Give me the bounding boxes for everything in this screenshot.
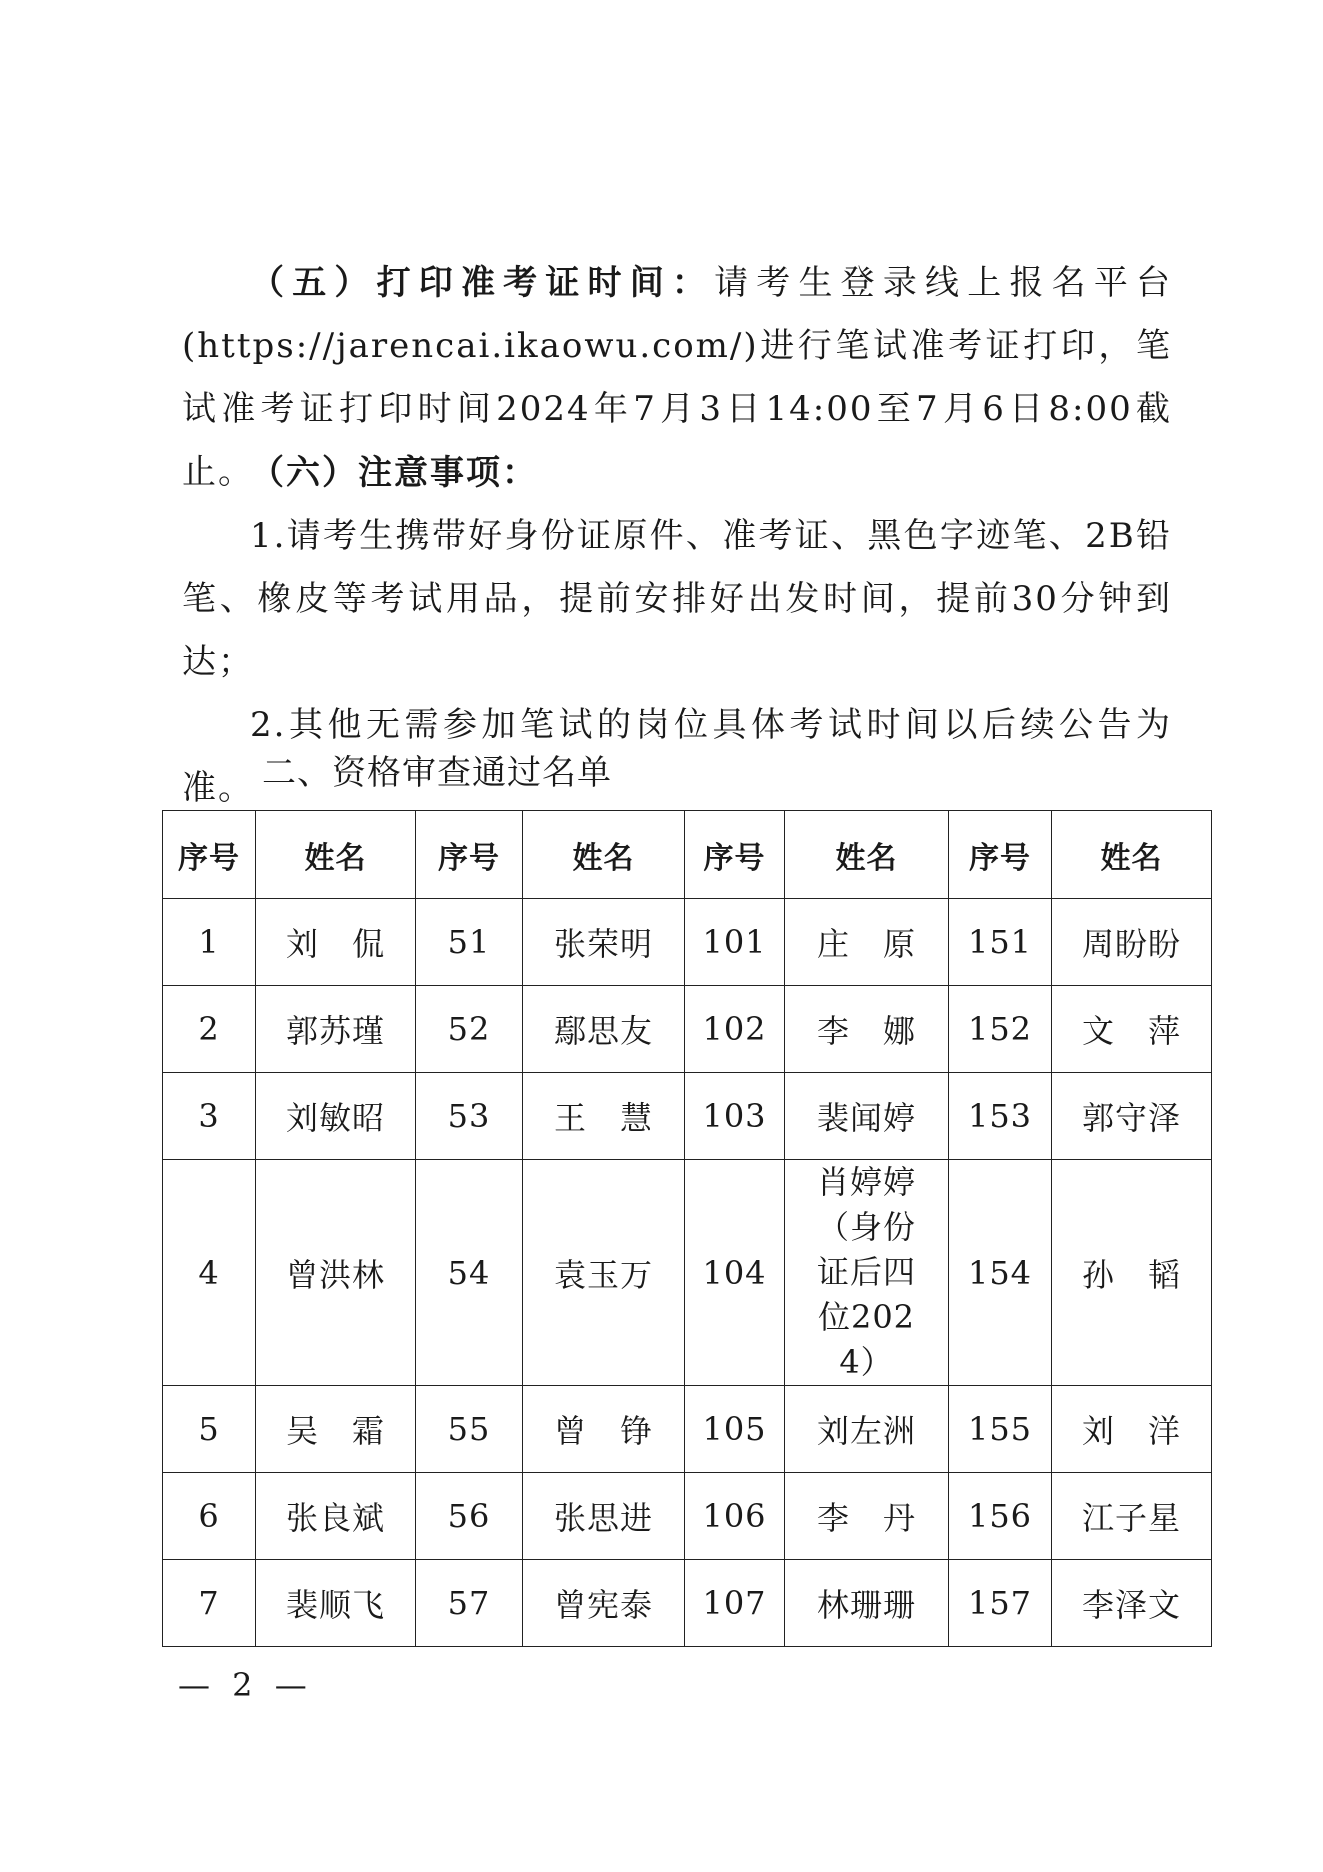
table-cell-multiline	[785, 1160, 949, 1386]
notes-item-2: 2.其他无需参加笔试的岗位具体考试时间以后续公告为准。	[182, 705, 1172, 808]
notes-heading-lead: （六）注意事项：	[250, 453, 538, 493]
table-cell: 周盼盼	[1052, 899, 1212, 986]
header-cell: 序号	[949, 811, 1052, 899]
table-cell: 刘敏昭	[256, 1073, 416, 1160]
table-cell: 55	[416, 1386, 523, 1473]
table-cell: 曾宪泰	[523, 1560, 685, 1647]
table-cell: 106	[685, 1473, 785, 1560]
table-cell: 53	[416, 1073, 523, 1160]
table-cell: 李 丹	[785, 1473, 949, 1560]
header-cell: 序号	[416, 811, 523, 899]
table-cell: 郭守泽	[1052, 1073, 1212, 1160]
name-with-note: 肖婷婷（身份证后四位2024）	[816, 1163, 916, 1381]
table-cell: 7	[163, 1560, 256, 1647]
table-cell: 曾 铮	[523, 1386, 685, 1473]
table-cell: 吴 霜	[256, 1386, 416, 1473]
table-cell: 51	[416, 899, 523, 986]
table-cell: 裴顺飞	[256, 1560, 416, 1647]
table-cell: 104	[685, 1160, 785, 1386]
table-cell: 153	[949, 1073, 1052, 1160]
table-row	[163, 1160, 1212, 1386]
table-cell: 张荣明	[523, 899, 685, 986]
table-cell: 157	[949, 1560, 1052, 1647]
header-cell: 姓名	[785, 811, 949, 899]
table-cell: 152	[949, 986, 1052, 1073]
table-cell: 57	[416, 1560, 523, 1647]
table-cell: 郭苏瑾	[256, 986, 416, 1073]
table-cell: 孙 韬	[1052, 1160, 1212, 1386]
table-cell: 江子星	[1052, 1473, 1212, 1560]
table-cell: 王 慧	[523, 1073, 685, 1160]
table-cell: 6	[163, 1473, 256, 1560]
paragraph-print-admission-lead: （五）打印准考证时间：	[250, 263, 715, 303]
header-cell: 姓名	[523, 811, 685, 899]
table-cell: 4	[163, 1160, 256, 1386]
table-cell: 156	[949, 1473, 1052, 1560]
table-cell: 李 娜	[785, 986, 949, 1073]
header-cell: 序号	[685, 811, 785, 899]
table-cell: 3	[163, 1073, 256, 1160]
table-cell: 刘 洋	[1052, 1386, 1212, 1473]
paragraph-notes-heading	[182, 442, 1172, 505]
table-cell: 54	[416, 1160, 523, 1386]
table-cell: 105	[685, 1386, 785, 1473]
table-row	[163, 1073, 1212, 1160]
table-row	[163, 1560, 1212, 1647]
table-row	[163, 899, 1212, 986]
table-cell: 2	[163, 986, 256, 1073]
header-cell: 姓名	[1052, 811, 1212, 899]
table-row	[163, 1473, 1212, 1560]
paragraph-print-admission-text: 请考生登录线上报名平台(https://jarencai.ikaowu.com/)进行笔试准考证打印，笔试准考证打印时间2024年7月3日14:00至7月6日8:00截止。	[182, 263, 1173, 492]
page-number: — 2 —	[178, 1666, 313, 1704]
notes-item-1: 1.请考生携带好身份证原件、准考证、黑色字迹笔、2B铅笔、橡皮等考试用品，提前安排好出发时间，提前30分钟到达；	[182, 516, 1172, 682]
table-cell: 庄 原	[785, 899, 949, 986]
table-cell: 刘左洲	[785, 1386, 949, 1473]
table-cell: 102	[685, 986, 785, 1073]
table-cell: 1	[163, 899, 256, 986]
table-cell: 李泽文	[1052, 1560, 1212, 1647]
table-cell: 151	[949, 899, 1052, 986]
table-cell: 155	[949, 1386, 1052, 1473]
table-cell: 鄢思友	[523, 986, 685, 1073]
table-cell: 曾洪林	[256, 1160, 416, 1386]
table-cell: 文 萍	[1052, 986, 1212, 1073]
table-cell: 林珊珊	[785, 1560, 949, 1647]
table-row	[163, 986, 1212, 1073]
table-cell: 裴闻婷	[785, 1073, 949, 1160]
table-cell: 52	[416, 986, 523, 1073]
table-cell: 154	[949, 1160, 1052, 1386]
table-cell: 103	[685, 1073, 785, 1160]
table-cell: 107	[685, 1560, 785, 1647]
section-title: 二、资格审查通过名单	[262, 753, 612, 793]
header-cell: 姓名	[256, 811, 416, 899]
table-cell: 56	[416, 1473, 523, 1560]
table-cell: 5	[163, 1386, 256, 1473]
table-cell: 袁玉万	[523, 1160, 685, 1386]
table-cell: 101	[685, 899, 785, 986]
table-cell: 张良斌	[256, 1473, 416, 1560]
table-header-row	[163, 811, 1212, 899]
table-cell: 刘 侃	[256, 899, 416, 986]
table-row	[163, 1386, 1212, 1473]
header-cell: 序号	[163, 811, 256, 899]
table-cell: 张思进	[523, 1473, 685, 1560]
qualified-roster-table	[162, 810, 1212, 1647]
